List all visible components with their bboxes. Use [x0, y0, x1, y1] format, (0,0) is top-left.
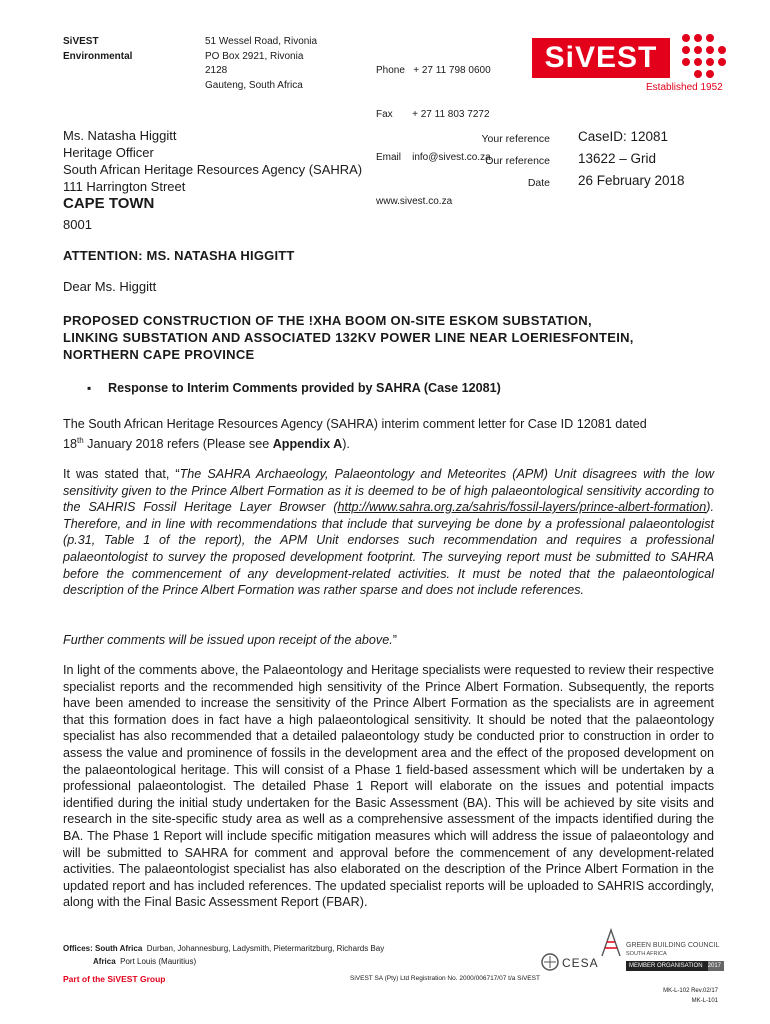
bullet-icon: ▪ — [87, 381, 92, 395]
recipient-postcode: 8001 — [63, 217, 92, 232]
footer-registration: SiVEST SA (Pty) Ltd Registration No. 2000/006717/07 t/a SiVEST — [350, 975, 540, 982]
letter-title: PROPOSED CONSTRUCTION OF THE !XHA BOOM ON-SITE ESKOM SUBSTATION, LINKING SUBSTATION AND ASSOCIATED 132KV POWER LINE NEAR LOERIESFONTEIN, NORTHERN CAPE PROVINCE — [63, 313, 634, 362]
paragraph-2-quote: It was stated that, “The SAHRA Archaeology, Palaeontology and Meteorites (APM) Unit disagrees with the low sensitivity given to the Prince Albert Formation as it is deemed to be of high palaeontological sensitivity according to the SAHRIS Fossil Heritage Layer Browser (http://www.sahra.org.za/sahris/fossil-layers/prince-albert-formation). Therefore, and in line with recommendations that include that surveying be done by a professional palaeontologist (p.31, Table 1 of the report), the APM Unit endorses such recommendation and requires a professional palaeontologist to survey the proposed development footprint. The surveying report must be submitted to SAHRA before the commencement of any development-related activities. It must be noted that the palaeontological description of the Prince Albert Formation was rather sparse and does not include references. — [63, 467, 714, 598]
gbc-name: GREEN BUILDING COUNCIL — [626, 942, 720, 949]
company-contact: Phone + 27 11 798 0600 Fax + 27 11 803 7272 Email info@sivest.co.za www.sivest.co.za — [376, 65, 491, 207]
date-value: 26 February 2018 — [578, 173, 685, 188]
attention-line: ATTENTION: MS. NATASHA HIGGITT — [63, 248, 295, 263]
your-reference-value: CaseID: 12081 — [578, 129, 669, 144]
paragraph-4: In light of the comments above, the Palaeontology and Heritage specialists were requested to review their respective specialist reports and the recommended high sensitivity of the Prince Albert Formation. Subsequently, the reports have been amended to increase the sensitivity of the Prince Albert Formation as the specialists are in agreement that this formation does in fact have a high palaeontological sensitivity. It should be noted that the palaeontology specialist has also recommended that a detailed palaeontology study be conducted prior to construction in order to assess the value and prominence of fossils in the development area and the effect of the proposed development on the palaeontological heritage. This will consist of a Phase 1 field-based assessment which will be undertaken by a professional palaeontologist. The detailed Phase 1 Report will elaborate on the issues and potential impacts identified during the initial study undertaken for the Basic Assessment (BA). This will be achieved by site visits and research in the site-specific study area as well as a comprehensive assessment of the impacts identified during the BA. The Phase 1 Report will include specific mitigation measures which will address the issue of palaeontology and will be submitted to SAHRA for comment and approval before the commencement of any development-related activities. The palaeontologist specialist has also elaborated on the description of the Prince Albert Formation in the updated report and has included references. The updated specialist reports will be uploaded to SAHRIS accordingly, along with the Final Basic Assessment Report (FBAR). — [63, 663, 714, 910]
logo-dots-icon — [678, 30, 728, 78]
footer-offices: Offices: South Africa Durban, Johannesburg, Ladysmith, Pietermaritzburg, Richards Bay Africa Port Louis (Mauritius) — [63, 944, 385, 966]
established-note: Established 1952 — [646, 82, 723, 93]
sivest-logo: SiVEST — [532, 38, 670, 78]
our-reference-label: Our reference — [485, 155, 550, 167]
date-label: Date — [527, 177, 550, 189]
salutation: Dear Ms. Higgitt — [63, 279, 157, 294]
company-address: 51 Wessel Road, Rivonia PO Box 2921, Rivonia 2128 Gauteng, South Africa — [205, 36, 318, 91]
our-reference-value: 13622 – Grid — [578, 151, 657, 166]
paragraph-3: Further comments will be issued upon receipt of the above.” — [63, 633, 397, 647]
document-codes: MK-L-102 Rev.02/17 MK-L-101 — [663, 988, 718, 1004]
company-name: SiVEST Environmental — [63, 36, 133, 62]
paragraph-1: The South African Heritage Resources Agency (SAHRA) interim comment letter for Case ID 12081 dated 18th January 2018 refers (Please see Appendix A). — [63, 417, 647, 451]
recipient-address: Ms. Natasha Higgitt Heritage Officer South African Heritage Resources Agency (SAHRA) 111 Harrington Street — [63, 128, 363, 194]
recipient-city: CAPE TOWN — [63, 195, 155, 212]
bullet-heading: Response to Interim Comments provided by SAHRA (Case 12081) — [108, 381, 501, 395]
gbc-sub: SOUTH AFRICA — [626, 951, 667, 957]
footer-group: Part of the SiVEST Group — [63, 974, 166, 984]
green-building-council-icon — [598, 928, 624, 958]
your-reference-label: Your reference — [481, 133, 550, 145]
member-badge: MEMBER ORGANISATION 2017 — [626, 961, 724, 971]
cesa-logo-icon — [540, 952, 560, 972]
sahris-link[interactable]: http://www.sahra.org.za/sahris/fossil-layers/prince-albert-formation — [337, 500, 707, 515]
cesa-logo: CESA — [562, 956, 599, 970]
